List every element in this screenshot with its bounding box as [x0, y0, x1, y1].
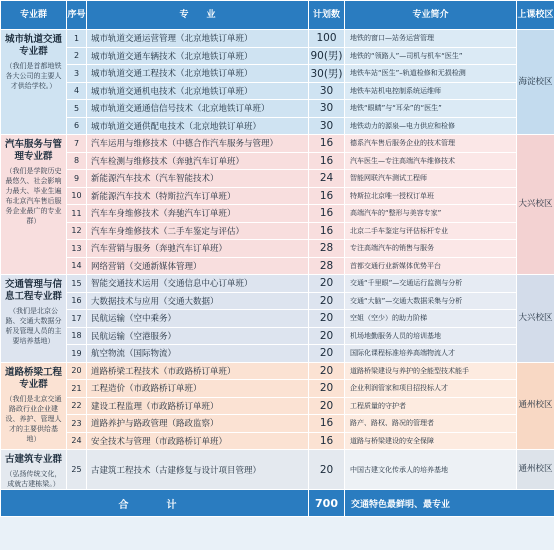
major-intro: 汽车医生—专注高端汽车维修技术 — [345, 152, 517, 170]
header-major: 专 业 — [87, 1, 309, 30]
major-intro: 高端汽车的“整形与美容专家” — [345, 205, 517, 223]
table-row — [1, 222, 554, 240]
group-title: 古建筑专业群 — [4, 454, 62, 465]
plan-count: 16 — [309, 222, 345, 240]
major-intro: 特斯拉北京唯一授权订单班 — [345, 187, 517, 205]
major-name: 城市轨道交通供配电技术（北京地铁订单班） — [87, 117, 309, 135]
campus-name: 通州校区 — [518, 400, 553, 411]
row-number: 21 — [67, 380, 87, 398]
major-name: 民航运输（空港服务） — [87, 327, 309, 345]
campus-name: 海淀校区 — [518, 76, 553, 87]
table-row — [1, 415, 554, 433]
group-cell — [1, 362, 67, 450]
campus-cell — [517, 362, 554, 450]
major-name: 汽车检测与维修技术（奔驰汽车订单班） — [87, 152, 309, 170]
plan-count: 20 — [309, 292, 345, 310]
major-intro: 机场地勤服务人员的培训基地 — [345, 327, 517, 345]
total-row — [1, 490, 554, 517]
major-intro: 工程质量的守护者 — [345, 397, 517, 415]
group-desc: （我们是学院历史最悠久、社会影响力最大、毕业生遍布北京汽车售后服务企业最广的专业群） — [5, 167, 62, 225]
campus-cell — [517, 135, 554, 275]
row-number: 6 — [67, 117, 87, 135]
major-name: 智能交通技术运用（交通信息中心订单班） — [87, 275, 309, 293]
major-name: 工程造价（市政路桥订单班） — [87, 380, 309, 398]
row-number: 13 — [67, 240, 87, 258]
plan-count: 30 — [309, 117, 345, 135]
plan-count: 90(男) — [309, 47, 345, 65]
major-name: 安全技术与管理（市政路桥订单班） — [87, 432, 309, 450]
major-intro: 交通“大脑”—交通大数据采集与分析 — [345, 292, 517, 310]
group-title: 交通管理与信息工程专业群 — [4, 279, 62, 302]
major-intro: 国际化课程标准培养高端物流人才 — [345, 345, 517, 363]
major-intro: 德系汽车售后服务企业的技术管理 — [345, 135, 517, 153]
major-name: 城市轨道交通车辆技术（北京地铁订单班） — [87, 47, 309, 65]
group-cell — [1, 450, 67, 490]
major-name: 航空物流（国际物流） — [87, 345, 309, 363]
row-number: 12 — [67, 222, 87, 240]
row-number: 23 — [67, 415, 87, 433]
major-name: 网络营销（交通新媒体管理） — [87, 257, 309, 275]
major-intro: 中国古建文化传承人的培养基地 — [345, 450, 517, 490]
row-number: 11 — [67, 205, 87, 223]
header-row — [1, 1, 554, 30]
major-intro: 地铁的“领路人”—司机与机车“医生” — [345, 47, 517, 65]
row-number: 8 — [67, 152, 87, 170]
major-intro: 交通“千里眼”—交通运行监测与分析 — [345, 275, 517, 293]
plan-count: 16 — [309, 415, 345, 433]
table-row — [1, 152, 554, 170]
major-name: 城市轨道交通机电技术（北京地铁订单班） — [87, 82, 309, 100]
plan-count: 16 — [309, 135, 345, 153]
major-intro: 地铁动力的源泉—电力供应和检修 — [345, 117, 517, 135]
table-row — [1, 82, 554, 100]
table-row — [1, 187, 554, 205]
plan-count: 20 — [309, 275, 345, 293]
slogan: 交通特色最鲜明、最专业 — [345, 490, 554, 517]
campus-cell — [517, 450, 554, 490]
plan-count: 28 — [309, 257, 345, 275]
table-row — [1, 275, 554, 293]
total-count: 700 — [309, 490, 345, 517]
group-desc: （我们是北京交通路政行业企业建设、养护、管理人才的主要供给基地） — [5, 394, 62, 443]
row-number: 7 — [67, 135, 87, 153]
plan-count: 20 — [309, 327, 345, 345]
header-group: 专业群 — [1, 1, 67, 30]
row-number: 1 — [67, 30, 87, 48]
group-desc: （我们是北京公路、交通大数据分析及管理人员的主要培养基地） — [5, 307, 62, 345]
major-intro: 北京二手车鉴定与评估标杆专业 — [345, 222, 517, 240]
major-intro: 首都交通行业新媒体优势平台 — [345, 257, 517, 275]
table-row — [1, 450, 554, 490]
plan-count: 30 — [309, 100, 345, 118]
table-row — [1, 135, 554, 153]
table-row — [1, 65, 554, 83]
major-intro: 道路桥梁建设与养护的全能型技术能手 — [345, 362, 517, 380]
campus-name: 通州校区 — [518, 464, 553, 474]
row-number: 19 — [67, 345, 87, 363]
plan-count: 20 — [309, 310, 345, 328]
campus-cell — [517, 30, 554, 135]
major-intro: 地铁的窗口—站务运营管理 — [345, 30, 517, 48]
total-label: 合 计 — [1, 490, 309, 517]
group-desc: （我们是首都地铁各大公司的主要人才供给学校。） — [5, 62, 62, 90]
table-row — [1, 432, 554, 450]
group-desc: （弘扬传统文化，成就古建栋梁。） — [5, 470, 62, 488]
major-intro: 专注高端汽车的销售与服务 — [345, 240, 517, 258]
row-number: 9 — [67, 170, 87, 188]
row-number: 15 — [67, 275, 87, 293]
header-intro: 专业简介 — [345, 1, 517, 30]
plan-count: 30 — [309, 82, 345, 100]
table-row — [1, 30, 554, 48]
major-name: 汽车运用与维修技术（中德合作汽车服务与管理） — [87, 135, 309, 153]
header-count: 计划数 — [309, 1, 345, 30]
plan-count: 28 — [309, 240, 345, 258]
row-number: 16 — [67, 292, 87, 310]
major-intro: 地铁“眼睛”与“耳朵”的“医生” — [345, 100, 517, 118]
major-intro: 智能网联汽车测试工程师 — [345, 170, 517, 188]
row-number: 17 — [67, 310, 87, 328]
major-name: 大数据技术与应用（交通大数据） — [87, 292, 309, 310]
table-row — [1, 100, 554, 118]
major-name: 城市轨道交通工程技术（北京地铁订单班） — [87, 65, 309, 83]
campus-name: 大兴校区 — [518, 312, 553, 323]
major-intro: 地铁车站“医生”–轨道检修和无损检测 — [345, 65, 517, 83]
major-name: 城市轨道交通通信信号技术（北京地铁订单班） — [87, 100, 309, 118]
table-row — [1, 205, 554, 223]
group-title: 汽车服务与管理专业群 — [4, 139, 62, 162]
plan-count: 16 — [309, 205, 345, 223]
row-number: 24 — [67, 432, 87, 450]
major-name: 新能源汽车技术（汽车智能技术） — [87, 170, 309, 188]
major-intro: 路产、路权、路况的管理者 — [345, 415, 517, 433]
table-row — [1, 292, 554, 310]
major-intro: 空姐（空少）的助力阶梯 — [345, 310, 517, 328]
plan-count: 16 — [309, 432, 345, 450]
plan-count: 16 — [309, 187, 345, 205]
major-intro: 地铁车站机电控制系统运维师 — [345, 82, 517, 100]
plan-count: 30(男) — [309, 65, 345, 83]
plan-count: 100 — [309, 30, 345, 48]
table-row — [1, 170, 554, 188]
header-campus: 上课校区 — [517, 1, 554, 30]
row-number: 20 — [67, 362, 87, 380]
row-number: 25 — [67, 450, 87, 490]
group-title: 道路桥梁工程专业群 — [4, 366, 62, 390]
campus-name: 大兴校区 — [518, 199, 553, 209]
campus-cell — [517, 275, 554, 363]
header-no: 序号 — [67, 1, 87, 30]
table-row — [1, 380, 554, 398]
table-row — [1, 117, 554, 135]
major-name: 建设工程监理（市政路桥订单班） — [87, 397, 309, 415]
plan-count: 20 — [309, 397, 345, 415]
table-row — [1, 327, 554, 345]
row-number: 3 — [67, 65, 87, 83]
group-cell — [1, 135, 67, 275]
major-intro: 企业利润管家和项目招投标人才 — [345, 380, 517, 398]
plan-count: 20 — [309, 362, 345, 380]
major-intro: 道路与桥梁建设的安全保障 — [345, 432, 517, 450]
plan-count: 24 — [309, 170, 345, 188]
major-name: 汽车车身维修技术（奔驰汽车订单班） — [87, 205, 309, 223]
major-name: 新能源汽车技术（特斯拉汽车订单班） — [87, 187, 309, 205]
table-row — [1, 47, 554, 65]
table-row — [1, 362, 554, 380]
group-cell — [1, 275, 67, 363]
row-number: 4 — [67, 82, 87, 100]
table-row — [1, 310, 554, 328]
group-cell — [1, 30, 67, 135]
row-number: 10 — [67, 187, 87, 205]
plan-count: 20 — [309, 450, 345, 490]
major-name: 古建筑工程技术（古建修复与设计项目管理） — [87, 450, 309, 490]
table-row — [1, 345, 554, 363]
major-name: 道路养护与路政管理（路政监察） — [87, 415, 309, 433]
major-name: 汽车营销与服务（奔驰汽车订单班） — [87, 240, 309, 258]
row-number: 22 — [67, 397, 87, 415]
major-name: 城市轨道交通运营管理（北京地铁订单班） — [87, 30, 309, 48]
plan-count: 20 — [309, 345, 345, 363]
table-row — [1, 240, 554, 258]
table-row — [1, 257, 554, 275]
plan-count: 16 — [309, 152, 345, 170]
row-number: 18 — [67, 327, 87, 345]
row-number: 14 — [67, 257, 87, 275]
major-name: 民航运输（空中乘务） — [87, 310, 309, 328]
plan-count: 20 — [309, 380, 345, 398]
major-name: 道路桥梁工程技术（市政路桥订单班） — [87, 362, 309, 380]
table-row — [1, 397, 554, 415]
major-name: 汽车车身维修技术（二手车鉴定与评估） — [87, 222, 309, 240]
group-title: 城市轨道交通专业群 — [4, 34, 62, 57]
row-number: 2 — [67, 47, 87, 65]
row-number: 5 — [67, 100, 87, 118]
